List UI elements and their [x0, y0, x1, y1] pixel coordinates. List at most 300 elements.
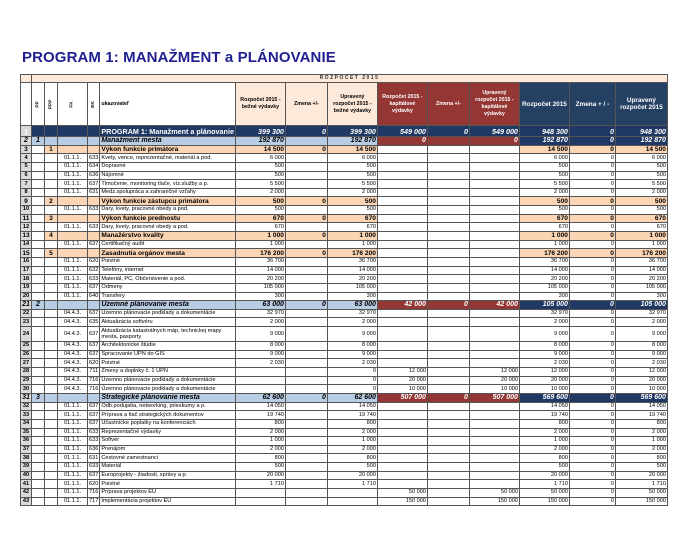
cell-b1-zmena — [285, 206, 327, 215]
header-b2-upraveny: Upravený rozpočet 2015 - kapitálové výdavky — [469, 83, 519, 126]
cell-b3-rozpocet: 9 000 — [519, 350, 569, 359]
cell-b3-zmena: 0 — [569, 206, 615, 215]
cell-b1-rozpocet: 105 000 — [235, 283, 285, 292]
cell-pp — [32, 249, 45, 258]
cell-b2-rozpocet — [377, 145, 427, 154]
cell-b2-zmena — [427, 463, 469, 472]
cell-pp — [32, 437, 45, 446]
cell-b2-upraveny: 50 000 — [469, 488, 519, 497]
cell-b2-upraveny — [469, 206, 519, 215]
cell-ppp — [45, 327, 58, 342]
cell-b3-upraveny: 20 200 — [615, 275, 667, 284]
cell-b1-zmena — [285, 376, 327, 385]
cell-b3-upraveny: 32 970 — [615, 309, 667, 318]
cell-ek — [88, 301, 100, 310]
cell-pp — [32, 350, 45, 359]
cell-b1-zmena — [285, 309, 327, 318]
cell-fk: 04.4.3. — [58, 342, 88, 351]
row-number: 11 — [21, 214, 32, 223]
row-number: 34 — [21, 419, 32, 428]
cell-b1-zmena — [285, 385, 327, 394]
cell-ppp: 1 — [45, 145, 58, 154]
cell-b3-rozpocet: 800 — [519, 454, 569, 463]
cell-b3-zmena: 0 — [569, 309, 615, 318]
cell-b1-upraveny: 63 000 — [327, 301, 377, 310]
cell-b1-rozpocet: 500 — [235, 171, 285, 180]
cell-label: Odmeny — [100, 283, 236, 292]
table-row — [21, 497, 668, 506]
cell-b1-upraveny: 2 000 — [327, 318, 377, 327]
row-number: 16 — [21, 257, 32, 266]
cell-ppp — [45, 471, 58, 480]
cell-fk: 04.4.3. — [58, 359, 88, 368]
cell-pp: 2 — [32, 301, 45, 310]
cell-b2-rozpocet: 20 000 — [377, 376, 427, 385]
cell-b2-zmena — [427, 266, 469, 275]
cell-label: Zasadnutia orgánov mesta — [100, 249, 236, 258]
cell-b3-rozpocet: 2 000 — [519, 445, 569, 454]
cell-b1-upraveny — [327, 488, 377, 497]
cell-ek — [88, 214, 100, 223]
cell-b2-rozpocet — [377, 350, 427, 359]
cell-b2-upraveny — [469, 342, 519, 351]
cell-b2-zmena — [427, 275, 469, 284]
table-row — [21, 283, 668, 292]
cell-b3-upraveny: 1 710 — [615, 480, 667, 489]
cell-b2-upraveny — [469, 463, 519, 472]
cell-b3-upraveny: 569 600 — [615, 393, 667, 402]
cell-b1-zmena — [285, 154, 327, 163]
table-row — [21, 223, 668, 232]
cell-fk — [58, 197, 88, 206]
cell-b2-upraveny — [469, 471, 519, 480]
cell-b1-rozpocet: 32 970 — [235, 309, 285, 318]
cell-ek — [88, 137, 100, 146]
cell-pp — [32, 266, 45, 275]
row-number: 42 — [21, 488, 32, 497]
cell-ek: 717 — [89, 497, 99, 504]
cell-b1-zmena: 0 — [285, 301, 327, 310]
cell-pp: 3 — [32, 393, 45, 402]
cell-b3-upraveny: 2 000 — [615, 445, 667, 454]
cell-b3-upraveny: 8 000 — [615, 342, 667, 351]
cell-pp — [32, 488, 45, 497]
table-row — [21, 463, 668, 472]
cell-fk: 01.1.1. — [58, 463, 88, 472]
cell-b1-zmena — [285, 266, 327, 275]
cell-b3-rozpocet: 800 — [519, 419, 569, 428]
cell-b1-zmena — [285, 171, 327, 180]
cell-b3-zmena: 0 — [569, 419, 615, 428]
cell-b1-upraveny: 14 500 — [327, 145, 377, 154]
cell-b3-rozpocet: 50 000 — [519, 488, 569, 497]
row-number: 37 — [21, 445, 32, 454]
cell-b1-rozpocet: 62 600 — [235, 393, 285, 402]
cell-b1-upraveny: 14 050 — [327, 402, 377, 411]
cell-b1-rozpocet: 2 030 — [235, 359, 285, 368]
row-number: 28 — [21, 368, 32, 377]
cell-fk: 01.1.1. — [58, 428, 88, 437]
cell-b3-rozpocet: 569 600 — [519, 393, 569, 402]
cell-b1-rozpocet — [235, 376, 285, 385]
cell-fk: 01.1.1. — [58, 480, 88, 489]
cell-b2-upraveny — [469, 197, 519, 206]
cell-b1-upraveny: 14 000 — [327, 266, 377, 275]
cell-b2-upraveny — [469, 275, 519, 284]
cell-label: Príprava projektov EU — [100, 488, 236, 497]
cell-label: Územno plánovacie podklady a dokumentácie — [100, 309, 236, 318]
cell-b1-upraveny: 800 — [327, 454, 377, 463]
cell-b3-upraveny: 105 000 — [615, 283, 667, 292]
row-number: 12 — [21, 223, 32, 232]
cell-b3-zmena: 0 — [569, 180, 615, 189]
cell-b3-zmena: 0 — [569, 376, 615, 385]
cell-b3-rozpocet: 105 000 — [519, 301, 569, 310]
cell-label: Odb.podujatia, networking, prieskumy a p. — [100, 402, 236, 411]
cell-b2-upraveny — [469, 283, 519, 292]
cell-b2-upraveny — [469, 249, 519, 258]
row-number: 19 — [21, 283, 32, 292]
cell-b2-rozpocet — [377, 162, 427, 171]
cell-b3-rozpocet: 500 — [519, 463, 569, 472]
table-row — [21, 480, 668, 489]
cell-ppp — [45, 368, 58, 377]
cell-b2-upraveny: 12 000 — [469, 368, 519, 377]
cell-pp — [32, 283, 45, 292]
cell-b2-rozpocet: 42 000 — [377, 301, 427, 310]
cell-pp — [32, 497, 45, 506]
cell-ek — [88, 232, 100, 241]
cell-b1-zmena — [285, 162, 327, 171]
cell-b2-upraveny — [469, 428, 519, 437]
cell-b3-upraveny: 14 000 — [615, 266, 667, 275]
cell-b2-zmena — [427, 411, 469, 420]
cell-b3-rozpocet: 36 700 — [519, 257, 569, 266]
cell-label: Poistné — [100, 480, 236, 489]
cell-ppp — [45, 402, 58, 411]
cell-pp — [32, 419, 45, 428]
cell-b1-zmena — [285, 471, 327, 480]
cell-b3-rozpocet: 2 000 — [519, 428, 569, 437]
cell-b3-zmena: 0 — [569, 257, 615, 266]
cell-b1-zmena — [285, 318, 327, 327]
cell-b2-upraveny: 549 000 — [469, 126, 519, 137]
cell-b3-rozpocet: 5 500 — [519, 180, 569, 189]
cell-label: Územno plánovacie podklady a dokumentácie — [100, 376, 236, 385]
header-row — [21, 83, 668, 126]
cell-fk: 04.4.3. — [58, 309, 88, 318]
cell-pp — [32, 292, 45, 301]
cell-b1-zmena: 0 — [285, 249, 327, 258]
cell-b1-rozpocet: 14 050 — [235, 402, 285, 411]
cell-b2-rozpocet: 12 000 — [377, 368, 427, 377]
cell-b3-rozpocet: 12 000 — [519, 368, 569, 377]
cell-ppp — [45, 480, 58, 489]
cell-pp — [32, 188, 45, 197]
cell-ppp — [45, 266, 58, 275]
cell-fk: 04.4.3. — [58, 327, 88, 342]
cell-b3-upraveny: 12 000 — [615, 368, 667, 377]
cell-b1-zmena — [285, 342, 327, 351]
cell-b2-zmena: 0 — [427, 393, 469, 402]
cell-b2-upraveny — [469, 180, 519, 189]
cell-b2-zmena — [427, 240, 469, 249]
cell-b2-upraveny — [469, 318, 519, 327]
cell-b1-upraveny: 800 — [327, 419, 377, 428]
cell-pp — [32, 318, 45, 327]
cell-label: Poistné — [100, 257, 236, 266]
cell-b1-zmena — [285, 454, 327, 463]
cell-b1-zmena — [285, 257, 327, 266]
cell-ppp: 2 — [45, 197, 58, 206]
cell-b3-upraveny: 14 050 — [615, 402, 667, 411]
cell-ppp — [45, 154, 58, 163]
cell-b3-upraveny: 1 000 — [615, 437, 667, 446]
cell-b1-rozpocet: 8 000 — [235, 342, 285, 351]
header-ukazovatel: ukazovateľ — [100, 83, 236, 126]
cell-b2-rozpocet — [377, 188, 427, 197]
row-number: 35 — [21, 428, 32, 437]
cell-b1-upraveny: 2 000 — [327, 428, 377, 437]
cell-b2-upraveny: 507 000 — [469, 393, 519, 402]
table-row — [21, 275, 668, 284]
cell-b3-zmena: 0 — [569, 154, 615, 163]
cell-ppp: 4 — [45, 232, 58, 241]
table-row — [21, 257, 668, 266]
cell-b1-upraveny: 0 — [327, 376, 377, 385]
row-number: 8 — [21, 188, 32, 197]
cell-b2-rozpocet — [377, 471, 427, 480]
cell-b1-upraveny: 399 300 — [327, 126, 377, 137]
cell-b2-rozpocet — [377, 480, 427, 489]
cell-b2-rozpocet — [377, 206, 427, 215]
cell-b2-rozpocet — [377, 428, 427, 437]
cell-b2-rozpocet — [377, 197, 427, 206]
cell-b1-rozpocet: 6 000 — [235, 154, 285, 163]
budget-table — [20, 74, 668, 506]
cell-b1-rozpocet: 2 000 — [235, 445, 285, 454]
cell-fk: 01.1.1. — [58, 162, 88, 171]
cell-ppp: 3 — [45, 214, 58, 223]
cell-pp — [32, 342, 45, 351]
table-row — [21, 266, 668, 275]
cell-b3-upraveny: 500 — [615, 206, 667, 215]
cell-b2-zmena — [427, 223, 469, 232]
cell-b3-rozpocet: 2 000 — [519, 188, 569, 197]
cell-b2-zmena — [427, 232, 469, 241]
cell-label: Dopravné — [100, 162, 236, 171]
cell-pp — [32, 309, 45, 318]
row-number: 20 — [21, 292, 32, 301]
cell-b2-zmena — [427, 197, 469, 206]
cell-b3-zmena: 0 — [569, 240, 615, 249]
row-number: 4 — [21, 154, 32, 163]
cell-b2-rozpocet — [377, 180, 427, 189]
header-b3-upraveny: Upravený rozpočet 2015 — [615, 83, 667, 126]
cell-ppp — [45, 419, 58, 428]
cell-pp — [32, 240, 45, 249]
row-number: 24 — [21, 327, 32, 342]
cell-ppp — [45, 342, 58, 351]
cell-b2-zmena — [427, 214, 469, 223]
cell-b3-zmena: 0 — [569, 437, 615, 446]
cell-b3-upraveny: 500 — [615, 197, 667, 206]
cell-b1-rozpocet: 14 000 — [235, 266, 285, 275]
cell-b2-upraveny — [469, 240, 519, 249]
cell-b1-upraveny: 36 700 — [327, 257, 377, 266]
cell-pp — [32, 197, 45, 206]
cell-b3-rozpocet: 500 — [519, 206, 569, 215]
cell-ek: 637 — [88, 327, 100, 342]
row-number: 10 — [21, 206, 32, 215]
cell-pp — [32, 463, 45, 472]
cell-b2-zmena — [427, 419, 469, 428]
cell-label: Reprezentačné výdavky — [100, 428, 236, 437]
cell-b2-rozpocet: 10 000 — [377, 385, 427, 394]
cell-b2-zmena — [427, 376, 469, 385]
row-number: 40 — [21, 471, 32, 480]
cell-label: Aktualizácia softvéru — [100, 318, 236, 327]
cell-fk — [58, 145, 88, 154]
cell-label: Materiál, PC, Občerstvenie a pod. — [100, 275, 236, 284]
cell-b3-zmena: 0 — [569, 385, 615, 394]
cell-b2-zmena — [427, 249, 469, 258]
row-number: 32 — [21, 402, 32, 411]
cell-fk: 04.4.3. — [58, 376, 88, 385]
cell-b1-rozpocet: 14 500 — [235, 145, 285, 154]
cell-ppp — [45, 137, 58, 146]
cell-b2-upraveny — [469, 154, 519, 163]
cell-b1-upraveny: 670 — [327, 223, 377, 232]
cell-pp — [32, 154, 45, 163]
cell-label: Príprava a tlač strategických dokumentov — [100, 411, 236, 420]
cell-b2-upraveny — [469, 145, 519, 154]
row-number: 21 — [22, 301, 30, 309]
cell-b2-rozpocet — [377, 318, 427, 327]
cell-b3-rozpocet: 19 740 — [519, 411, 569, 420]
table-row — [21, 249, 668, 258]
cell-b2-rozpocet — [377, 283, 427, 292]
table-row — [21, 428, 668, 437]
cell-label: Výkon funkcie prednostu — [100, 214, 236, 223]
cell-b2-upraveny — [469, 266, 519, 275]
cell-b1-upraveny: 62 600 — [327, 393, 377, 402]
cell-pp: 1 — [32, 137, 45, 146]
row-number: 1 — [21, 126, 32, 137]
cell-pp — [32, 327, 45, 342]
cell-b2-upraveny — [469, 214, 519, 223]
cell-pp — [32, 454, 45, 463]
cell-b3-rozpocet: 20 000 — [519, 376, 569, 385]
cell-pp — [32, 428, 45, 437]
cell-label: Architektonické štúdie — [100, 342, 236, 351]
cell-b2-zmena — [427, 359, 469, 368]
cell-fk: 01.1.1. — [58, 471, 88, 480]
cell-ek: 637 — [89, 472, 99, 479]
cell-b1-zmena — [285, 437, 327, 446]
row-number: 7 — [21, 180, 32, 189]
cell-label: PROGRAM 1: Manažment a plánovanie — [101, 126, 234, 136]
cell-b1-upraveny: 500 — [327, 171, 377, 180]
cell-b2-rozpocet — [377, 257, 427, 266]
cell-ek: 631 — [89, 189, 99, 196]
cell-b3-zmena: 0 — [569, 368, 615, 377]
cell-fk: 01.1.1. — [58, 206, 88, 215]
cell-b2-upraveny — [469, 162, 519, 171]
cell-b3-upraveny: 1 000 — [615, 240, 667, 249]
cell-b1-upraveny: 300 — [327, 292, 377, 301]
cell-fk: 01.1.1. — [58, 445, 88, 454]
header-fk: FK — [58, 83, 88, 126]
cell-b1-rozpocet: 1 000 — [235, 240, 285, 249]
cell-pp — [32, 359, 45, 368]
cell-pp — [32, 445, 45, 454]
cell-b2-zmena — [427, 385, 469, 394]
cell-b1-rozpocet: 1 000 — [235, 437, 285, 446]
cell-b1-upraveny: 2 000 — [327, 188, 377, 197]
cell-b3-upraveny: 2 030 — [615, 359, 667, 368]
cell-fk: 01.1.1. — [58, 411, 88, 420]
cell-ppp — [45, 463, 58, 472]
cell-b2-upraveny — [469, 292, 519, 301]
cell-b2-rozpocet — [377, 463, 427, 472]
cell-b1-rozpocet: 500 — [235, 463, 285, 472]
cell-b1-upraveny: 0 — [327, 368, 377, 377]
cell-b2-upraveny — [469, 411, 519, 420]
cell-b3-upraveny: 800 — [615, 454, 667, 463]
cell-b1-zmena — [285, 419, 327, 428]
cell-b2-zmena — [427, 488, 469, 497]
cell-b1-upraveny: 1 710 — [327, 480, 377, 489]
cell-ek: 633 — [89, 206, 99, 213]
table-row — [21, 359, 668, 368]
header-ppp: PPP — [45, 83, 58, 126]
cell-b2-rozpocet — [377, 275, 427, 284]
cell-b2-zmena — [427, 257, 469, 266]
cell-b2-zmena — [427, 318, 469, 327]
cell-b2-zmena — [427, 180, 469, 189]
cell-b1-upraveny: 192 870 — [327, 137, 377, 146]
cell-b2-upraveny — [469, 327, 519, 342]
cell-label: Kvety, vence, reprezentačné, materiál a pod. — [100, 154, 236, 163]
cell-b3-zmena: 0 — [569, 214, 615, 223]
table-row — [21, 206, 668, 215]
cell-ppp — [45, 180, 58, 189]
cell-label: Poistné — [100, 359, 236, 368]
cell-fk — [58, 126, 88, 137]
cell-pp — [32, 180, 45, 189]
cell-label: Výkon funkcie zástupcu primátora — [100, 197, 236, 206]
cell-b3-rozpocet: 2 000 — [519, 318, 569, 327]
cell-b2-upraveny: 150 000 — [469, 497, 519, 506]
row-number: 14 — [21, 240, 32, 249]
row-number: 18 — [21, 275, 32, 284]
cell-ek: 637 — [89, 310, 99, 317]
table-row — [21, 454, 668, 463]
cell-b1-rozpocet: 1 000 — [235, 232, 285, 241]
cell-b3-zmena: 0 — [569, 471, 615, 480]
cell-b3-zmena: 0 — [569, 359, 615, 368]
cell-fk: 01.1.1. — [58, 154, 88, 163]
cell-b1-rozpocet: 670 — [235, 214, 285, 223]
cell-b2-upraveny — [469, 188, 519, 197]
cell-b3-upraveny: 36 700 — [615, 257, 667, 266]
cell-b2-upraveny — [469, 309, 519, 318]
cell-ek: 640 — [89, 292, 99, 299]
cell-b3-zmena: 0 — [569, 301, 615, 310]
cell-ek — [88, 145, 100, 154]
cell-b1-upraveny: 6 000 — [327, 154, 377, 163]
